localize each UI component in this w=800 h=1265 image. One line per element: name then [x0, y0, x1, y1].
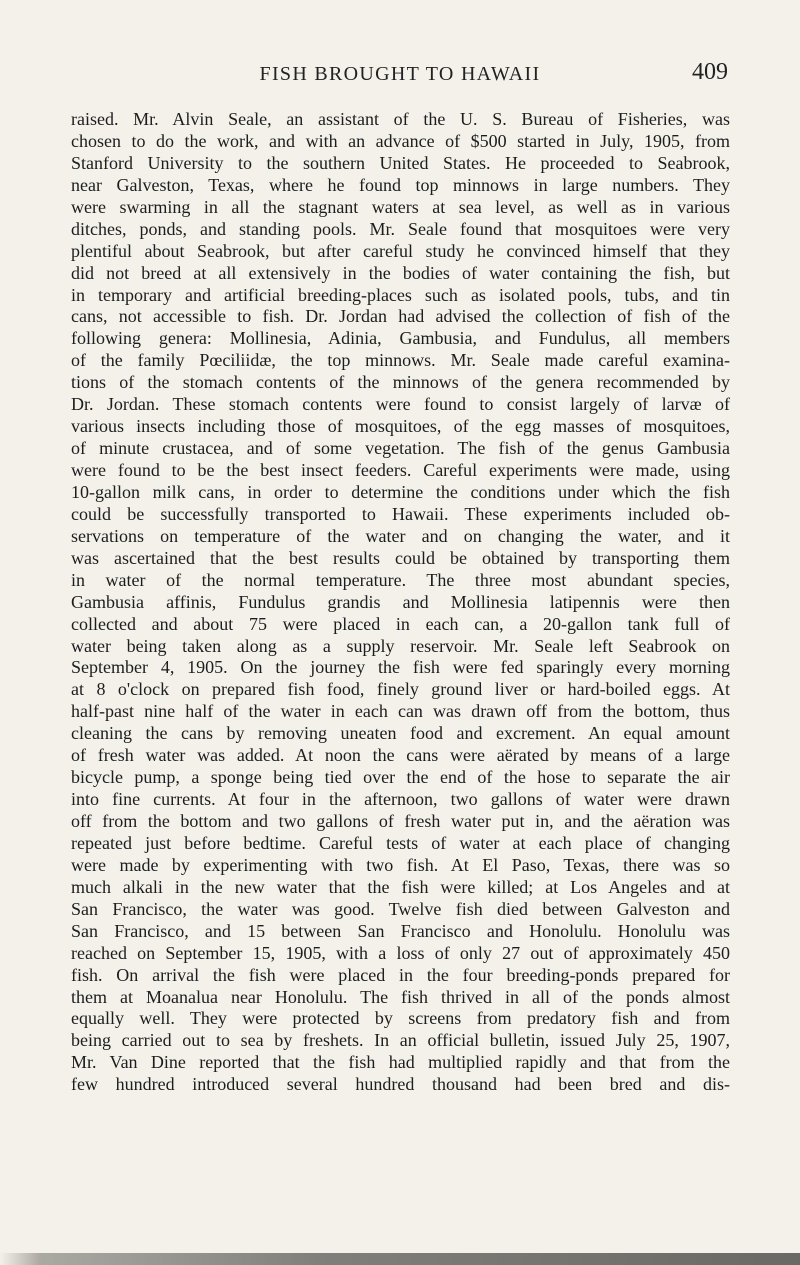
text-line: various insects including those of mosquitoes, of the egg masses of mosquitoes,	[71, 416, 730, 437]
text-line: cans, not accessible to fish. Dr. Jordan had advised the collection of fish of the	[71, 306, 730, 327]
text-line: could be successfully transported to Hawaii. These experiments included ob-	[71, 503, 730, 524]
text-line: few hundred introduced several hundred thousand had been bred and dis-	[71, 1074, 730, 1095]
text-line: them at Moanalua near Honolulu. The fish thrived in all of the ponds almost	[71, 986, 730, 1007]
text-line: were made by experimenting with two fish. At El Paso, Texas, there was so	[71, 854, 730, 875]
text-line: following genera: Mollinesia, Adinia, Gambusia, and Fundulus, all members	[71, 328, 730, 349]
text-line: of fresh water was added. At noon the cans were aërated by means of a large	[71, 745, 730, 766]
text-line: being carried out to sea by freshets. In an official bulletin, issued July 25, 1907,	[71, 1030, 730, 1051]
text-line: off from the bottom and two gallons of fresh water put in, and the aëration was	[71, 811, 730, 831]
text-line: of minute crustacea, and of some vegetation. The fish of the genus Gambusia	[71, 438, 730, 459]
text-line: was ascertained that the best results could be obtained by transporting them	[71, 547, 730, 568]
text-line: into fine currents. At four in the afternoon, two gallons of water were drawn	[71, 789, 730, 810]
text-line: at 8 o'clock on prepared fish food, finely ground liver or hard-boiled eggs. At	[71, 679, 730, 700]
text-line: repeated just before bedtime. Careful tests of water at each place of changing	[71, 832, 730, 853]
text-line: Mr. Van Dine reported that the fish had multiplied rapidly and that from the	[71, 1052, 730, 1073]
text-line: of the family Pœciliidæ, the top minnows. Mr. Seale made careful examina-	[71, 350, 730, 371]
text-line: ditches, ponds, and standing pools. Mr. Seale found that mosquitoes were very	[71, 218, 730, 239]
text-line: 10-gallon milk cans, in order to determine the conditions under which the fish	[71, 481, 730, 502]
text-line: collected and about 75 were placed in each can, a 20-gallon tank full of	[71, 613, 730, 634]
text-line: San Francisco, the water was good. Twelve fish died between Galveston and	[71, 898, 730, 919]
text-line: water being taken along as a supply reservoir. Mr. Seale left Seabrook on	[71, 635, 730, 656]
text-line: San Francisco, and 15 between San Francisco and Honolulu. Honolulu was	[71, 920, 730, 941]
text-line: were swarming in all the stagnant waters at sea level, as well as in various	[71, 196, 730, 217]
text-line: half-past nine half of the water in each can was drawn off from the bottom, thus	[71, 701, 730, 722]
text-line: raised. Mr. Alvin Seale, an assistant of the U. S. Bureau of Fisheries, was	[71, 109, 730, 129]
text-line: equally well. They were protected by screens from predatory fish and from	[71, 1008, 730, 1029]
text-line: much alkali in the new water that the fish were killed; at Los Angeles and at	[71, 876, 730, 897]
text-line: plentiful about Seabrook, but after careful study he convinced himself that they	[71, 240, 730, 261]
page-bottom-shadow	[0, 1253, 800, 1265]
text-line: in water of the normal temperature. The three most abundant species,	[71, 569, 730, 590]
text-line: in temporary and artificial breeding-places such as isolated pools, tubs, and tin	[71, 284, 730, 305]
page-number: 409	[692, 59, 728, 85]
text-line: reached on September 15, 1905, with a loss of only 27 out of approximately 450	[71, 942, 730, 963]
text-line: Gambusia affinis, Fundulus grandis and Mollinesia latipennis were then	[71, 591, 730, 612]
text-line: servations on temperature of the water and on changing the water, and it	[71, 525, 730, 546]
page-header	[0, 59, 800, 93]
text-line: fish. On arrival the fish were placed in the four breeding-ponds prepared for	[71, 964, 730, 985]
text-line: chosen to do the work, and with an advance of $500 started in July, 1905, from	[71, 130, 730, 151]
running-head: FISH BROUGHT TO HAWAII	[259, 63, 541, 85]
text-line: Dr. Jordan. These stomach contents were found to consist largely of larvæ of	[71, 394, 730, 415]
text-line: cleaning the cans by removing uneaten food and excrement. An equal amount	[71, 723, 730, 744]
text-line: did not breed at all extensively in the bodies of water containing the fish, but	[71, 262, 730, 283]
text-line: tions of the stomach contents of the minnows of the genera recommended by	[71, 372, 730, 393]
text-line: Stanford University to the southern United States. He proceeded to Seabrook,	[71, 152, 730, 173]
text-line: near Galveston, Texas, where he found top minnows in large numbers. They	[71, 174, 730, 195]
text-line: bicycle pump, a sponge being tied over the end of the hose to separate the air	[71, 767, 730, 788]
text-line: were found to be the best insect feeders. Careful experiments were made, using	[71, 460, 730, 480]
body-paragraph	[71, 109, 730, 1096]
text-line: September 4, 1905. On the journey the fish were fed sparingly every morning	[71, 657, 730, 678]
